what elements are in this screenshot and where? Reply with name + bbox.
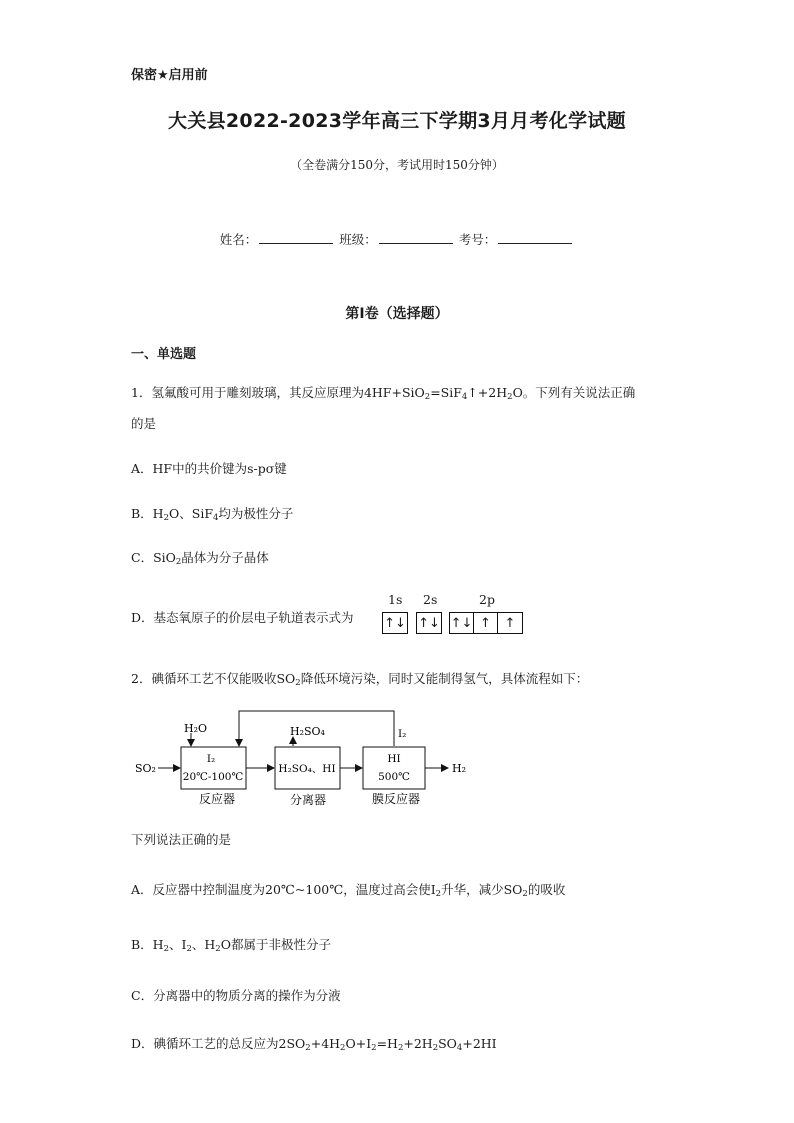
reactor-temp-label: 20℃-100℃	[182, 771, 244, 783]
h2o-label: H₂O	[184, 722, 208, 735]
q1-stem: 1．氢氟酸可用于雕刻玻璃，其反应原理为$4HF+SiO_2=SiF_4↑+2H_2O$。下列有关说法正确	[131, 385, 636, 402]
volume-title: 第I卷（选择题）	[345, 306, 449, 322]
number-label: 考号：	[458, 232, 497, 247]
arrow-pair-icon: ↑↓	[384, 615, 406, 631]
q2-prompt: 下列说法正确的是	[131, 832, 232, 847]
arrow-up-icon: ↑	[474, 613, 498, 633]
reactor-label: 反应器	[198, 792, 236, 806]
separator-mix-label: H₂SO₄、HI	[278, 763, 336, 775]
q1-stem-continued: 的是	[131, 416, 157, 431]
membrane-reactor-label: 膜反应器	[371, 792, 421, 806]
q1-option-b: B．$H_2O$、SiF$_4$均为极性分子	[131, 506, 294, 523]
q1-option-d: D．基态氧原子的价层电子轨道表示式为	[131, 610, 354, 625]
exam-title: 大关县2022-2023学年高三下学期3月月考化学试题	[168, 110, 626, 132]
q2-option-b: B．$H_2$、$I_2$、$H_2O$都属于非极性分子	[131, 937, 331, 954]
orbital-label-2p: 2p	[479, 592, 495, 607]
name-label: 姓名：	[219, 232, 258, 247]
reactor-i2-label: I₂	[206, 753, 216, 765]
orbital-label-2s: 2s	[423, 592, 438, 607]
q1-option-c: C．SiO$_2$晶体为分子晶体	[131, 550, 269, 567]
q2-option-c: C．分离器中的物质分离的操作为分液	[131, 988, 341, 1003]
q2-stem: 2．碘循环工艺不仅能吸收$SO_2$降低环境污染，同时又能制得氢气，具体流程如下：	[131, 671, 589, 688]
confidential-label: 保密★启用前	[131, 68, 208, 83]
orbital-label-1s: 1s	[388, 592, 403, 607]
q1-option-a: A．HF中的共价键为s-pσ键	[131, 461, 287, 476]
h2so4-out-label: H₂SO₄	[290, 725, 325, 738]
exam-subtitle: （全卷满分150分，考试用时150分钟）	[290, 158, 504, 172]
q2-option-d: D．碘循环工艺的总反应为$2SO_2+4H_2O+I_2=H_2+2H_2SO_4+2HI$	[131, 1036, 497, 1053]
class-label: 班级：	[339, 232, 377, 247]
separator-label: 分离器	[289, 793, 327, 807]
membrane-hi-label: HI	[387, 753, 401, 765]
so2-label: SO₂	[135, 762, 156, 775]
q2-option-a: A．反应器中控制温度为20℃~100℃，温度过高会使$I_2$升华，减少$SO_2$的吸收	[131, 882, 566, 899]
section-title: 一、单选题	[131, 347, 197, 362]
h2-label: H₂	[452, 762, 467, 775]
recycle-i2-label: I₂	[398, 728, 407, 740]
arrow-pair-icon: ↑↓	[450, 613, 474, 633]
arrow-pair-icon: ↑↓	[418, 615, 440, 631]
arrow-up-icon: ↑	[504, 615, 516, 631]
membrane-temp-label: 500℃	[378, 771, 410, 783]
